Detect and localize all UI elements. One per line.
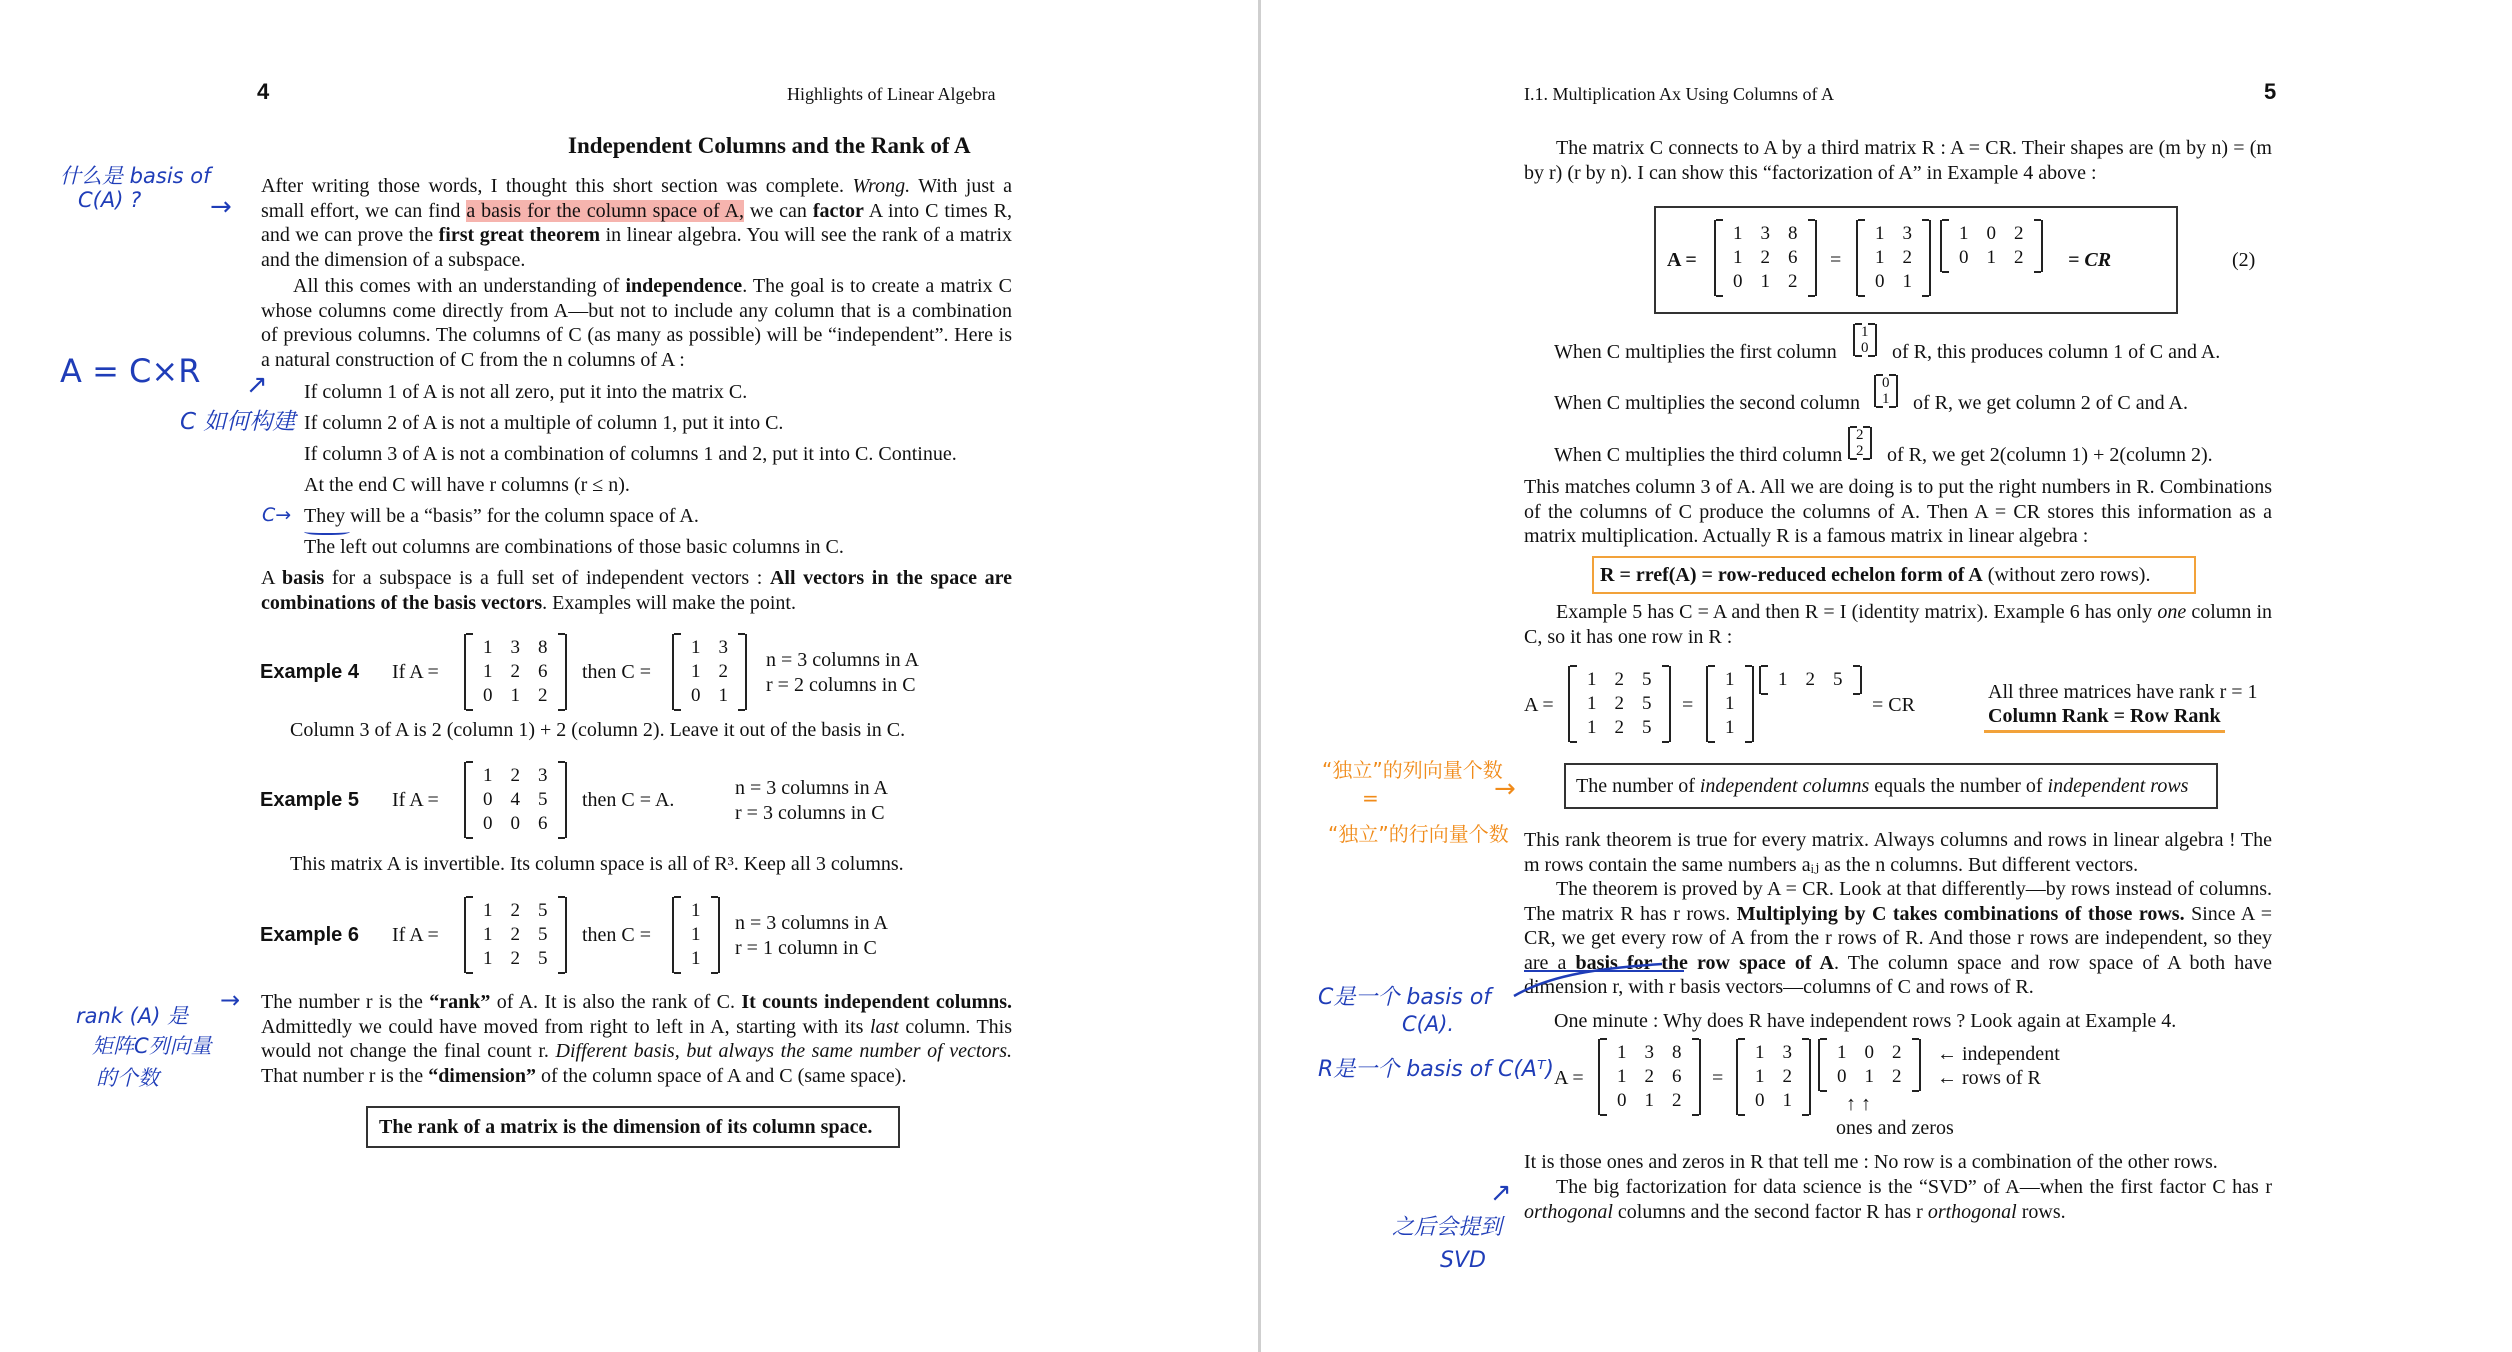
example-4-then: then C =: [582, 661, 652, 683]
col2-vector: [1874, 375, 1898, 407]
matrix-entry: 2: [1892, 1066, 1902, 1087]
example-5-r: r = 3 columns in C: [735, 802, 885, 824]
matrix-entry: 0: [510, 813, 520, 834]
rank-theorem-paragraph: This rank theorem is true for every matrix. Always columns and rows in linear algebra ! The m rows contain the same numbers aᵢⱼ as the n columns. But different vectors.: [1524, 829, 2272, 876]
matrix-row: [1746, 1065, 1801, 1089]
ex4b-matrix-A: [1598, 1039, 1701, 1115]
matrix-entry: 1: [483, 765, 493, 786]
matrix-row: [682, 899, 710, 923]
matrix-entry: 0: [691, 685, 701, 706]
col3-vector: [1848, 427, 1872, 459]
matrix-row: [474, 788, 557, 812]
annotation-rank-1: rank (A) 是: [76, 1004, 189, 1028]
matrix-entry: 1: [1837, 1042, 1847, 1063]
matrix-row: [1608, 1089, 1691, 1113]
matrix-entry: 1: [1617, 1042, 1627, 1063]
cr-intro-paragraph: The matrix C connects to A by a third matrix R : A = CR. Their shapes are (m by n) = (m by r) (r by n). I can show this “factorization of A” in Example 4 above :: [1524, 137, 2272, 184]
eq-matrix-R: [1940, 220, 2043, 272]
matrix-entry: 2: [1614, 693, 1624, 714]
matrix-entry: 1: [1986, 247, 1996, 268]
matrix-entry: 3: [718, 637, 728, 658]
matrix-entry: 3: [510, 637, 520, 658]
matrix-entry: 2: [510, 765, 520, 786]
theorem-box: [1564, 763, 2218, 809]
matrix-entry: 5: [1642, 717, 1652, 738]
column-rank-row-rank: Column Rank = Row Rank: [1984, 704, 2225, 733]
matrix-row: [682, 947, 710, 971]
col2-text-a: When C multiplies the second column: [1554, 392, 1861, 414]
construction-step-2: If column 2 of A is not a multiple of column 1, put it into C.: [304, 412, 784, 434]
matrix-entry: 1: [1725, 693, 1735, 714]
matrix-entry: 0: [1986, 223, 1996, 244]
annotation-rank-2: 矩阵C列向量: [92, 1034, 212, 1058]
ex6-A-label: A =: [1524, 694, 1554, 716]
rank-definition-box: [366, 1106, 900, 1148]
matrix-row: [474, 636, 557, 660]
ex6-rank-note: All three matrices have rank r = 1: [1988, 681, 2258, 703]
matrix-entry: 2: [510, 924, 520, 945]
matrix-entry: 1: [1644, 1090, 1654, 1111]
matrix-row: [474, 923, 557, 947]
example-4-matrix-A: [464, 634, 567, 710]
matrix-entry: 1: [483, 924, 493, 945]
matrix-entry: 1: [691, 924, 701, 945]
matrix-row: [1578, 716, 1661, 740]
col3-text-a: When C multiplies the third column: [1554, 444, 1843, 466]
annotation-rank-3: 的个数: [96, 1066, 159, 1090]
example-5-note: This matrix A is invertible. Its column space is all of R³. Keep all 3 columns.: [290, 853, 904, 875]
matrix-entry: 5: [538, 900, 548, 921]
construction-step-6: The left out columns are combinations of those basic columns in C.: [304, 536, 844, 558]
eq-matrix-C: [1856, 220, 1931, 296]
matrix-row: [474, 764, 557, 788]
matrix-row: [1866, 246, 1921, 270]
matrix-row: [1716, 692, 1744, 716]
matrix-entry: 1: [691, 661, 701, 682]
matrix-entry: 2: [1644, 1066, 1654, 1087]
matrix-row: [1866, 222, 1921, 246]
matrix-entry: 0: [1875, 271, 1885, 292]
annotation-how-build-c: C 如何构建: [180, 409, 296, 435]
matrix-row: [1724, 246, 1807, 270]
right-page: [1262, 0, 2512, 1352]
col1-text-b: of R, this produces column 1 of C and A.: [1892, 341, 2221, 363]
ex6-cr: = CR: [1872, 694, 1915, 716]
right-page-number: 5: [2264, 79, 2277, 104]
col1-text-a: When C multiplies the first column: [1554, 341, 1837, 363]
matrix-entry: 2: [510, 948, 520, 969]
matrix-entry: 1: [1587, 669, 1597, 690]
ex4b-rows-of-r: ← rows of R: [1937, 1067, 2041, 1089]
matrix-entry: 1: [1902, 271, 1912, 292]
example-4-matrix-C: [672, 634, 747, 710]
annotation-arrow-2: ↗: [246, 370, 268, 400]
matrix-row: [1950, 246, 2033, 270]
ex6-matrix-R: [1759, 666, 1862, 694]
construction-step-4: At the end C will have r columns (r ≤ n).: [304, 474, 630, 496]
matrix-entry: 3: [1644, 1042, 1654, 1063]
matrix-entry: 5: [1833, 669, 1843, 690]
vector-entry: 2: [1856, 427, 1864, 443]
basis-definition: A basis for a subspace is a full set of independent vectors : All vectors in the space are combinations of the basis vectors. Examples will make the point.: [261, 567, 1013, 614]
matrix-entry: 1: [1587, 693, 1597, 714]
matrix-entry: 1: [1725, 669, 1735, 690]
example-4-r: r = 2 columns in C: [766, 674, 916, 696]
matrix-entry: 1: [1959, 223, 1969, 244]
matrix-entry: 0: [1864, 1042, 1874, 1063]
matrix-row: [1828, 1041, 1911, 1065]
matrix-entry: 1: [1875, 247, 1885, 268]
example-4-n: n = 3 columns in A: [766, 649, 919, 671]
matrix-row: [474, 660, 557, 684]
matrix-entry: 6: [538, 813, 548, 834]
matrix-row: [1578, 692, 1661, 716]
matrix-entry: 8: [1788, 223, 1798, 244]
matrix-row: [474, 684, 557, 708]
matrix-entry: 6: [1672, 1066, 1682, 1087]
ex6-matrix-C: [1706, 666, 1754, 742]
annotation-arrow-orange: →: [1494, 774, 1516, 804]
matrix-entry: 5: [538, 789, 548, 810]
matrix-row: [474, 899, 557, 923]
matrix-row: [682, 684, 737, 708]
ones-zeros-paragraph: It is those ones and zeros in R that tell me : No row is a combination of the other rows.: [1524, 1151, 2218, 1173]
matrix-entry: 1: [1778, 669, 1788, 690]
matrix-entry: 1: [483, 900, 493, 921]
matrix-row: [1716, 716, 1744, 740]
matrix-entry: 3: [1782, 1042, 1792, 1063]
independence-paragraph: All this comes with an understanding of independence. The goal is to create a matrix C whose columns come directly from A—but not to include any column that is a combination of previous columns. The columns of C (as many as possible) will be “independent”. Here is a natural construction of C from the n columns of A :: [261, 275, 1013, 371]
matrix-row: [1578, 668, 1661, 692]
ex4b-A-label: A =: [1554, 1067, 1584, 1089]
annotation-basis-question-2: C(A) ?: [78, 188, 142, 212]
matches-paragraph: This matches column 3 of A. All we are doing is to put the right numbers in R. Combinations of the columns of C produce the columns of A. Then A = CR stores this information as a matrix multiplication. Actually R is a famous matrix in linear algebra :: [1524, 476, 2272, 548]
matrix-entry: 5: [538, 924, 548, 945]
matrix-entry: 1: [483, 637, 493, 658]
matrix-entry: 2: [1614, 717, 1624, 738]
matrix-row: [1608, 1041, 1691, 1065]
matrix-entry: 1: [1725, 717, 1735, 738]
matrix-row: [1716, 668, 1744, 692]
matrix-row: [1724, 222, 1807, 246]
vector-entry: 1: [1882, 391, 1890, 407]
matrix-entry: 1: [718, 685, 728, 706]
matrix-row: [1746, 1089, 1801, 1113]
handwritten-underline: [304, 527, 350, 535]
example-4-if: If A =: [392, 661, 439, 683]
vector-entry: 0: [1861, 340, 1869, 356]
matrix-entry: 1: [483, 661, 493, 682]
ex6-matrix-A: [1568, 666, 1671, 742]
matrix-entry: 2: [538, 685, 548, 706]
example-6-if: If A =: [392, 924, 439, 946]
matrix-row: [474, 947, 557, 971]
highlighted-phrase: a basis for the column space of A,: [466, 199, 744, 222]
matrix-entry: 5: [538, 948, 548, 969]
left-running-header: Highlights of Linear Algebra: [787, 84, 996, 104]
left-page-number: 4: [257, 79, 270, 104]
section-title: Independent Columns and the Rank of A: [568, 133, 971, 158]
matrix-entry: 1: [1587, 717, 1597, 738]
ex4b-matrix-R: [1818, 1039, 1921, 1091]
annotation-c-basis: C是一个 basis of: [1318, 985, 1492, 1010]
ex6-equals: =: [1682, 694, 1694, 716]
example-5-matrix-A: [464, 762, 567, 838]
matrix-entry: 6: [538, 661, 548, 682]
matrix-entry: 2: [1614, 669, 1624, 690]
matrix-entry: 2: [2014, 223, 2024, 244]
construction-step-5: They will be a “basis” for the column space of A.: [304, 505, 699, 527]
annotation-r-basis: R是一个 basis of C(Aᵀ): [1318, 1057, 1554, 1082]
construction-step-3: If column 3 of A is not a combination of columns 1 and 2, put it into C. Continue.: [304, 443, 957, 465]
matrix-entry: 3: [1760, 223, 1770, 244]
example-5-label: Example 5: [260, 789, 359, 811]
annotation-equals: =: [1362, 786, 1379, 810]
eq-A-label: A =: [1667, 249, 1697, 271]
matrix-entry: 0: [483, 813, 493, 834]
matrix-row: [1828, 1065, 1911, 1089]
matrix-entry: 0: [483, 685, 493, 706]
matrix-row: [682, 636, 737, 660]
eq-equals: =: [1830, 249, 1842, 271]
one-minute-line: One minute : Why does R have independent rows ? Look again at Example 4.: [1554, 1010, 2177, 1032]
annotation-a-equals-cr: A = C×R: [60, 352, 201, 390]
matrix-row: [474, 812, 557, 836]
svd-paragraph: The big factorization for data science is the “SVD” of A—when the first factor C has r orthogonal columns and the second factor R has r orthogonal rows.: [1524, 1176, 2272, 1223]
matrix-entry: 5: [1642, 669, 1652, 690]
matrix-entry: 2: [1760, 247, 1770, 268]
annotation-c-basis-2: C(A).: [1402, 1012, 1455, 1036]
proof-paragraph: The theorem is proved by A = CR. Look at that differently—by rows instead of columns. The matrix R has r rows. Multiplying by C takes combinations of those rows. Since A = CR, we get every row of A from the r rows of R. And those r rows are independent, so they are a basis for the row space of A. The column space and row space of A both have dimension r, with r basis vectors—columns of C and rows of R.: [1524, 878, 2272, 999]
ex4b-ones-zeros: ones and zeros: [1836, 1117, 1954, 1139]
example-4-note: Column 3 of A is 2 (column 1) + 2 (column 2). Leave it out of the basis in C.: [290, 719, 906, 741]
matrix-entry: 1: [1755, 1066, 1765, 1087]
matrix-entry: 0: [1959, 247, 1969, 268]
ex4b-independent: ← independent: [1937, 1043, 2060, 1065]
example-5-n: n = 3 columns in A: [735, 777, 888, 799]
example-4-label: Example 4: [260, 661, 359, 683]
eq-matrix-A: [1714, 220, 1817, 296]
col2-text-b: of R, we get column 2 of C and A.: [1913, 392, 2188, 414]
matrix-row: [682, 923, 710, 947]
matrix-row: [1866, 270, 1921, 294]
example-6-matrix-C: [672, 897, 720, 973]
right-running-header: I.1. Multiplication Ax Using Columns of A: [1524, 84, 1835, 104]
matrix-row: [1950, 222, 2033, 246]
vector-entry: 2: [1856, 443, 1864, 459]
matrix-entry: 8: [538, 637, 548, 658]
matrix-entry: 0: [1733, 271, 1743, 292]
matrix-entry: 2: [2014, 247, 2024, 268]
matrix-entry: 2: [718, 661, 728, 682]
annotation-indep-cols: “独立”的列向量个数: [1322, 758, 1503, 782]
matrix-entry: 1: [1760, 271, 1770, 292]
matrix-entry: 1: [510, 685, 520, 706]
page-gutter: [1258, 0, 1261, 1352]
equation-number: (2): [2232, 249, 2256, 271]
matrix-entry: 1: [483, 948, 493, 969]
example-6-r: r = 1 column in C: [735, 937, 877, 959]
example5-6-paragraph: Example 5 has C = A and then R = I (identity matrix). Example 6 has only one column in C, so it has one row in R :: [1524, 601, 2273, 648]
example-5-then: then C = A.: [582, 789, 675, 811]
example-5-if: If A =: [392, 789, 439, 811]
matrix-row: [1724, 270, 1807, 294]
annotation-svd-later: 之后会提到: [1392, 1215, 1503, 1240]
matrix-entry: 2: [1805, 669, 1815, 690]
matrix-entry: 1: [1733, 247, 1743, 268]
example-6-label: Example 6: [260, 924, 359, 946]
rank-definition-text: The rank of a matrix is the dimension of its column space.: [379, 1116, 873, 1138]
matrix-entry: 1: [691, 637, 701, 658]
matrix-entry: 6: [1788, 247, 1798, 268]
matrix-row: [1608, 1065, 1691, 1089]
matrix-row: [1769, 668, 1852, 692]
rref-box-text: R = rref(A) = row-reduced echelon form of A (without zero rows).: [1600, 564, 2151, 586]
matrix-entry: 1: [1875, 223, 1885, 244]
matrix-entry: 1: [1755, 1042, 1765, 1063]
ex4b-equals: =: [1712, 1067, 1724, 1089]
intro-paragraph: After writing those words, I thought this short section was complete. Wrong. With just a small effort, we can find a basis for the column space of A, we can factor A into C times R, and we can prove the first great theorem in linear algebra. You will see the rank of a matrix and the dimension of a subspace.: [261, 175, 1013, 271]
annotation-basis-question-1: 什么是 basis of: [60, 164, 211, 188]
matrix-entry: 8: [1672, 1042, 1682, 1063]
matrix-entry: 1: [1617, 1066, 1627, 1087]
matrix-entry: 2: [1892, 1042, 1902, 1063]
annotation-c-arrow: C→: [262, 504, 292, 526]
annotation-indep-rows: “独立”的行向量个数: [1328, 822, 1509, 846]
matrix-entry: 0: [1617, 1090, 1627, 1111]
annotation-curve: [1512, 960, 1672, 1000]
example-6-matrix-A: [464, 897, 567, 973]
matrix-entry: 2: [1902, 247, 1912, 268]
example-6-then: then C =: [582, 924, 652, 946]
matrix-entry: 1: [691, 900, 701, 921]
theorem-text: The number of independent columns equals the number of independent rows: [1576, 775, 2189, 797]
matrix-entry: 1: [1864, 1066, 1874, 1087]
matrix-entry: 0: [1837, 1066, 1847, 1087]
annotation-arrow-svd: ↗: [1490, 1178, 1512, 1208]
matrix-row: [682, 660, 737, 684]
matrix-entry: 2: [510, 661, 520, 682]
vector-entry: 0: [1882, 375, 1890, 391]
matrix-row: [1746, 1041, 1801, 1065]
matrix-entry: 3: [538, 765, 548, 786]
matrix-entry: 1: [1733, 223, 1743, 244]
ex4b-arrows: ↑ ↑: [1846, 1093, 1871, 1115]
matrix-entry: 2: [510, 900, 520, 921]
annotation-arrow-1: →: [210, 192, 232, 222]
matrix-entry: 5: [1642, 693, 1652, 714]
matrix-entry: 2: [1672, 1090, 1682, 1111]
matrix-entry: 2: [1788, 271, 1798, 292]
eq-cr: = CR: [2068, 249, 2112, 271]
construction-step-1: If column 1 of A is not all zero, put it into the matrix C.: [304, 381, 748, 403]
vector-entry: 1: [1861, 324, 1869, 340]
matrix-entry: 2: [1782, 1066, 1792, 1087]
col3-text-b: of R, we get 2(column 1) + 2(column 2).: [1887, 444, 2213, 466]
matrix-entry: 1: [691, 948, 701, 969]
ex4b-matrix-C: [1736, 1039, 1811, 1115]
rank-paragraph: The number r is the “rank” of A. It is also the rank of C. It counts independent columns. Admittedly we could have moved from right to left in A, starting with its last column. This would not change the final count r. Different basis, but always the same number of vectors. That number r is the “dimension” of the column space of A and C (same space).: [261, 991, 1013, 1087]
matrix-entry: 3: [1902, 223, 1912, 244]
annotation-svd: SVD: [1440, 1248, 1486, 1273]
annotation-underline-independent: [1524, 970, 1684, 972]
example-6-n: n = 3 columns in A: [735, 912, 888, 934]
annotation-arrow-3: →: [220, 986, 241, 1014]
matrix-entry: 4: [510, 789, 520, 810]
rref-box: [1592, 556, 2196, 594]
col1-vector: [1853, 324, 1877, 356]
matrix-entry: 0: [1755, 1090, 1765, 1111]
matrix-entry: 0: [483, 789, 493, 810]
matrix-entry: 1: [1782, 1090, 1792, 1111]
